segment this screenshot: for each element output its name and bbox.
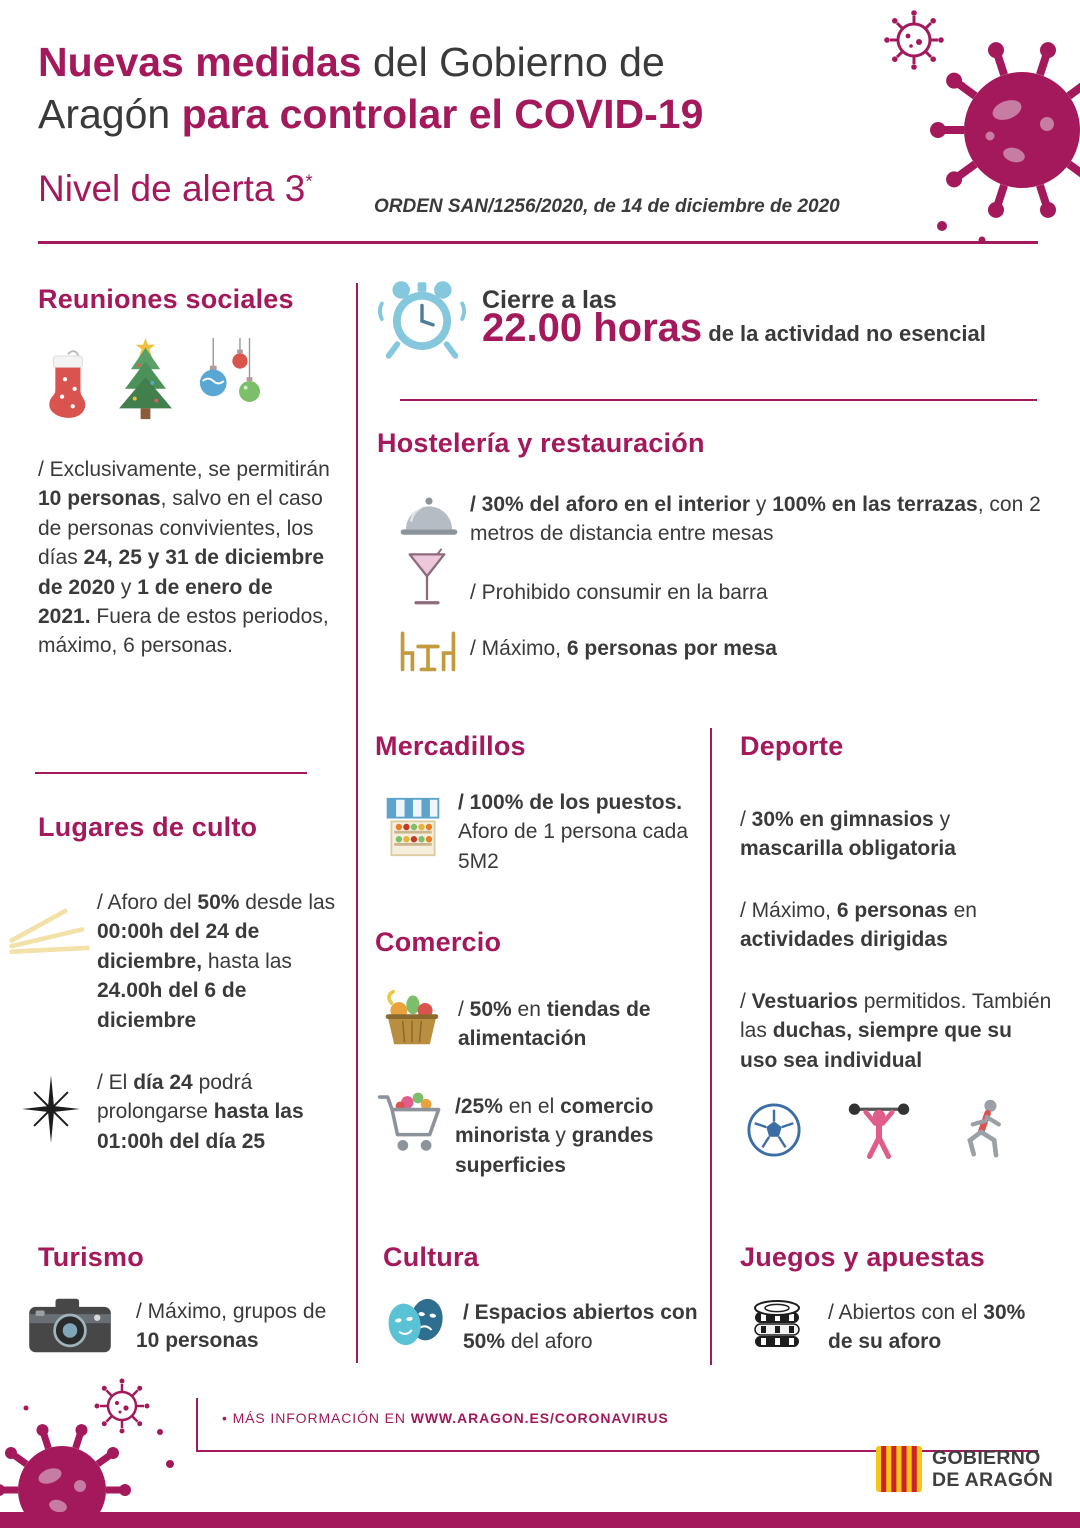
cierre-suffix: de la actividad no esencial (702, 321, 986, 346)
deporte-item-3: / Vestuarios permitidos. También las duchas, siempre que su uso sea individual (740, 990, 1052, 1072)
header-divider (38, 241, 1038, 244)
christmas-icons-group (36, 336, 260, 424)
title-line-2: Aragón para controlar el COVID-19 (38, 91, 704, 138)
logo-line-2: DE ARAGÓN (932, 1469, 1054, 1491)
culto-item-1: / Aforo del 50% desde las 00:00h del 24 de diciembre, hasta las 24.00h del 6 de diciembre (97, 891, 336, 1032)
cierre-divider (400, 399, 1037, 401)
logo-line-1: GOBIERNO (932, 1446, 1041, 1469)
coronavirus-icon (862, 0, 1080, 252)
section-heading-juegos: Juegos y apuestas (740, 1242, 986, 1272)
reuniones-body: / Exclusivamente, se permitirán 10 personas, salvo en el caso de personas convivientes, los días 24, 25 y 31 de diciembre de 2020 y 1 de enero de 2021. Fuera de estos periodos, máximo, 6 personas. (38, 458, 330, 658)
shopping-cart-icon (376, 1088, 444, 1158)
table-and-chairs-icon (396, 628, 460, 674)
cierre-line (482, 306, 986, 351)
order-reference: ORDEN SAN/1256/2020, de 14 de diciembre de 2020 (374, 196, 840, 217)
footer-vertical-divider (196, 1398, 198, 1452)
section-heading-turismo: Turismo (38, 1242, 144, 1272)
christmas-star-icon (22, 1074, 80, 1144)
aragon-flag-icon (876, 1446, 922, 1492)
footer-info-prefix: • MÁS INFORMACIÓN EN (222, 1410, 411, 1426)
juegos-item-1: / Abiertos con el 30% de su aforo (828, 1301, 1026, 1354)
christmas-tree-icon (108, 336, 184, 424)
poker-chips-icon (748, 1292, 806, 1354)
cocktail-icon (406, 546, 448, 612)
hosteleria-item-2: / Prohibido consumir en la barra (470, 581, 768, 604)
section-heading-mercadillos: Mercadillos (375, 731, 526, 761)
alert-asterisk: * (305, 170, 313, 192)
section-heading-hosteleria: Hostelería y restauración (377, 428, 705, 458)
section-heading-comercio: Comercio (375, 927, 502, 957)
cierre-intro: Cierre a las (482, 286, 617, 314)
runner-icon (956, 1097, 1010, 1163)
photo-camera-icon (28, 1296, 112, 1354)
left-column-divider (35, 772, 307, 774)
section-heading-cultura: Cultura (383, 1242, 479, 1272)
sports-icons-group (746, 1096, 1010, 1164)
logo-text (932, 1447, 1053, 1492)
weightlifter-icon (844, 1096, 914, 1164)
section-heading-reuniones: Reuniones sociales (38, 284, 294, 314)
christmas-stocking-icon (36, 348, 94, 424)
christmas-baubles-icon (198, 338, 260, 424)
footer-info (222, 1410, 669, 1426)
mercadillos-item-1: / 100% de los puestos. Aforo de 1 persona cada 5M2 (458, 791, 688, 873)
cierre-time: 22.00 horas (482, 306, 703, 350)
alert-level-text: Nivel de alerta 3 (38, 168, 306, 209)
culto-item-2: / El día 24 podrá prolongarse hasta las 01:00h del día 25 (97, 1071, 304, 1153)
comercio-item-1: / 50% en tiendas de alimentación (458, 998, 651, 1051)
bottom-color-bar (0, 1512, 1080, 1528)
comercio-item-2: /25% en el comercio minorista y grandes superficies (455, 1095, 654, 1177)
soccer-ball-icon (746, 1102, 802, 1158)
sun-rays-icon (6, 903, 94, 955)
vertical-divider-left (356, 283, 358, 1363)
theater-masks-icon (382, 1294, 448, 1350)
alarm-clock-icon (376, 276, 468, 364)
hosteleria-item-1: / 30% del aforo en el interior y 100% en las terrazas, con 2 metros de distancia entre mesas (470, 493, 1041, 546)
gobierno-aragon-logo (876, 1446, 1053, 1492)
market-stall-icon (382, 793, 444, 861)
coronavirus-info-link[interactable]: WWW.ARAGON.ES/CORONAVIRUS (410, 1410, 669, 1426)
coronavirus-footer-icon (0, 1378, 190, 1512)
alert-level (38, 168, 313, 210)
deporte-item-2: / Máximo, 6 personas en actividades dirigidas (740, 899, 977, 952)
turismo-item-1: / Máximo, grupos de 10 personas (136, 1300, 327, 1353)
section-heading-culto: Lugares de culto (38, 812, 258, 842)
title-line-1: Nuevas medidas del Gobierno de (38, 39, 665, 85)
cultura-item-1: / Espacios abiertos con 50% del aforo (463, 1301, 698, 1354)
vertical-divider-middle (710, 728, 712, 1365)
section-heading-deporte: Deporte (740, 731, 844, 761)
food-basket-icon (382, 988, 442, 1048)
serving-cloche-icon (398, 494, 460, 540)
deporte-item-1: / 30% en gimnasios y mascarilla obligatoria (740, 808, 956, 861)
hosteleria-item-3: / Máximo, 6 personas por mesa (470, 637, 777, 660)
page-title (38, 36, 908, 140)
